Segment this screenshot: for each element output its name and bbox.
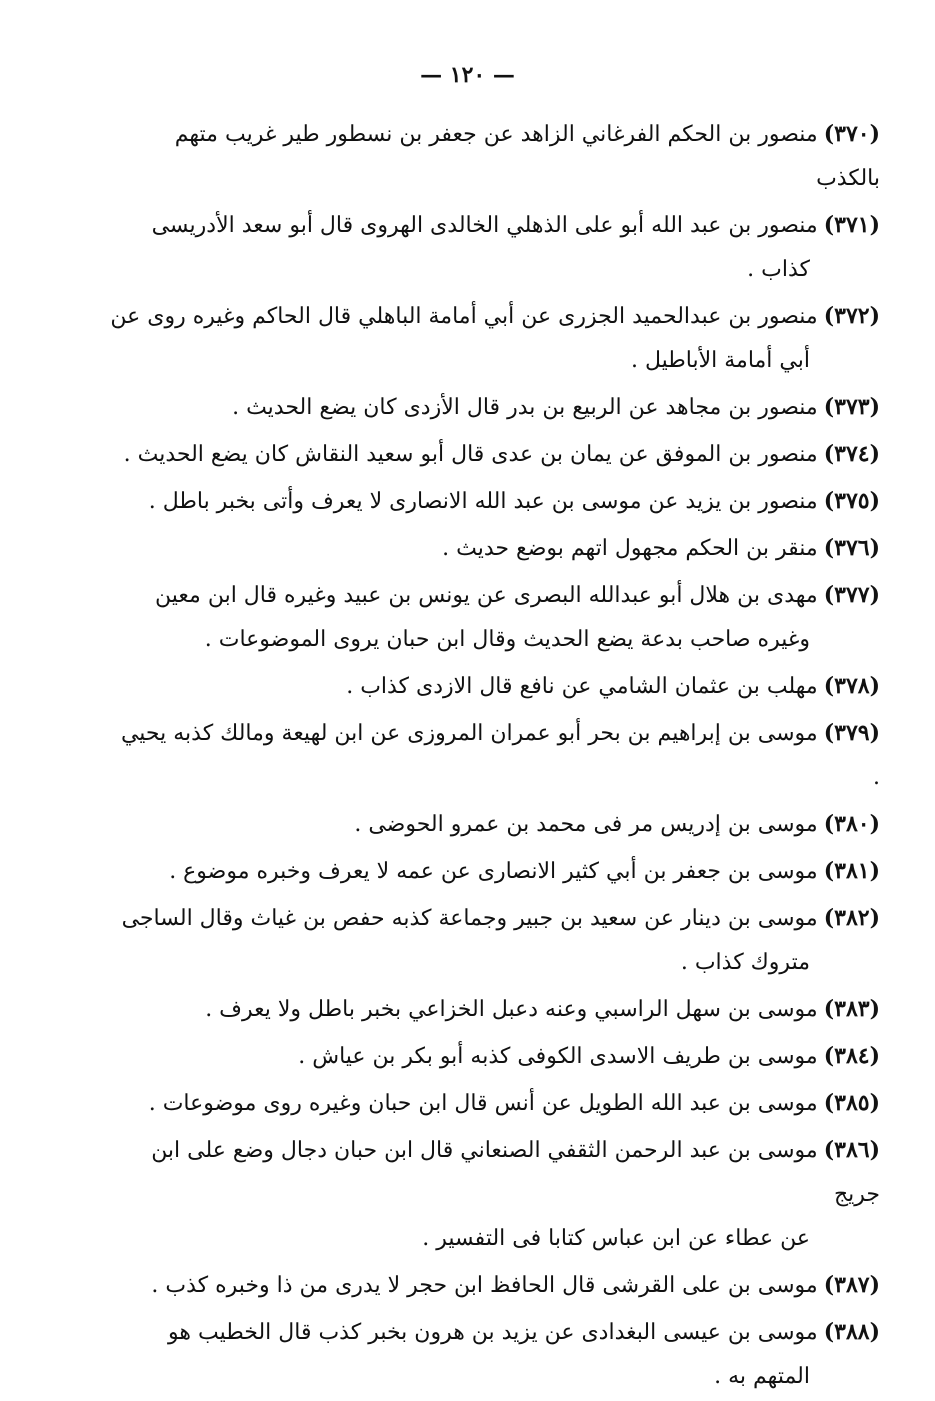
list-item [110, 1263, 880, 1308]
entry-number: (٣٧١) [823, 212, 880, 238]
entry-text: منقر بن الحكم مجهول اتهم بوضع حديث . [442, 536, 818, 561]
entry-number: (٣٧٣) [823, 394, 880, 420]
list-item [110, 1310, 880, 1399]
list-item [110, 573, 880, 662]
entry-continuation: أبي أمامة الأباطيل . [630, 348, 810, 373]
entry-number: (٣٧٩) [823, 720, 880, 746]
entry-number: (٣٨٠) [823, 811, 880, 837]
entry-number: (٣٨٢) [823, 905, 880, 931]
list-item [110, 987, 880, 1032]
entry-text: منصور بن مجاهد عن الربيع بن بدر قال الأزدى كان يضع الحديث . [232, 395, 818, 420]
list-item [110, 432, 880, 477]
list-item [110, 526, 880, 571]
entry-text: منصور بن الحكم الفرغاني الزاهد عن جعفر بن نسطور طير غريب متهم بالكذب [174, 122, 880, 191]
entry-number: (٣٨٤) [823, 1043, 880, 1069]
entry-text: موسى بن إبراهيم بن بحر أبو عمران المروزى عن ابن لهيعة ومالك كذبه يحيي . [120, 721, 880, 790]
entry-number: (٣٧٤) [823, 441, 880, 467]
list-item [110, 664, 880, 709]
list-item [110, 294, 880, 383]
entry-number: (٣٨٧) [823, 1272, 880, 1298]
list-item [110, 479, 880, 524]
entry-continuation: عن عطاء عن ابن عباس كتابا فى التفسير . [422, 1226, 810, 1251]
entry-list [110, 112, 880, 1401]
list-item [110, 1128, 880, 1261]
entry-number: (٣٨٣) [823, 996, 880, 1022]
entry-continuation: كذاب . [747, 257, 810, 282]
entry-number: (٣٧٧) [823, 582, 880, 608]
entry-number: (٣٧٠) [823, 121, 880, 147]
list-item [110, 1081, 880, 1126]
entry-continuation: وغيره صاحب بدعة يضع الحديث وقال ابن حبان يروى الموضوعات . [204, 627, 810, 652]
entry-text: مهلب بن عثمان الشامي عن نافع قال الازدى كذاب . [346, 674, 818, 699]
entry-text: منصور بن الموفق عن يمان بن عدى قال أبو سعيد النقاش كان يضع الحديث . [123, 442, 818, 467]
list-item [110, 802, 880, 847]
entry-text: موسى بن إدريس مر فى محمد بن عمرو الحوضى . [354, 812, 818, 837]
list-item [110, 112, 880, 201]
entry-text: منصور بن عبد الله أبو على الذهلي الخالدى الهروى قال أبو سعد الأدريسى [151, 213, 818, 238]
entry-number: (٣٧٨) [823, 673, 880, 699]
entry-number: (٣٨٨) [823, 1319, 880, 1345]
entry-text: موسى بن عبد الرحمن الثقفي الصنعاني قال ابن حبان دجال وضع على ابن جريج [151, 1138, 880, 1207]
entry-text: موسى بن جعفر بن أبي كثير الانصارى عن عمه لا يعرف وخبره موضوع . [169, 859, 818, 884]
entry-number: (٣٧٦) [823, 535, 880, 561]
entry-number: (٣٨٥) [823, 1090, 880, 1116]
entry-number: (٣٧٥) [823, 488, 880, 514]
entry-text: موسى بن على القرشى قال الحافظ ابن حجر لا يدرى من ذا وخبره كذب . [151, 1273, 818, 1298]
entry-continuation: المتهم به . [714, 1364, 810, 1389]
entry-text: موسى بن سهل الراسبي وعنه دعبل الخزاعي بخبر باطل ولا يعرف . [205, 997, 818, 1022]
entry-text: موسى بن طريف الاسدى الكوفى كذبه أبو بكر بن عياش . [298, 1044, 818, 1069]
entry-number: (٣٨١) [823, 858, 880, 884]
entry-continuation: متروك كذاب . [680, 950, 810, 975]
list-item [110, 1034, 880, 1079]
list-item [110, 849, 880, 894]
entry-text: موسى بن دينار عن سعيد بن جبير وجماعة كذبه حفص بن غياث وقال الساجى [121, 906, 818, 931]
entry-text: منصور بن عبدالحميد الجزرى عن أبي أمامة الباهلي قال الحاكم وغيره روى عن [110, 304, 818, 329]
entry-text: موسى بن عبد الله الطويل عن أنس قال ابن حبان وغيره روى موضوعات . [148, 1091, 818, 1116]
page-number: — ١٢٠ — [420, 62, 515, 88]
entry-text: مهدى بن هلال أبو عبدالله البصرى عن يونس بن عبيد وغيره قال ابن معين [155, 583, 818, 608]
list-item [110, 896, 880, 985]
entry-text: موسى بن عيسى البغدادى عن يزيد بن هرون بخبر كذب قال الخطيب هو [168, 1320, 818, 1345]
list-item [110, 711, 880, 800]
list-item [110, 385, 880, 430]
entry-text: منصور بن يزيد عن موسى بن عبد الله الانصارى لا يعرف وأتى بخبر باطل . [148, 489, 818, 514]
entry-number: (٣٧٢) [823, 303, 880, 329]
entry-number: (٣٨٦) [823, 1137, 880, 1163]
list-item [110, 203, 880, 292]
